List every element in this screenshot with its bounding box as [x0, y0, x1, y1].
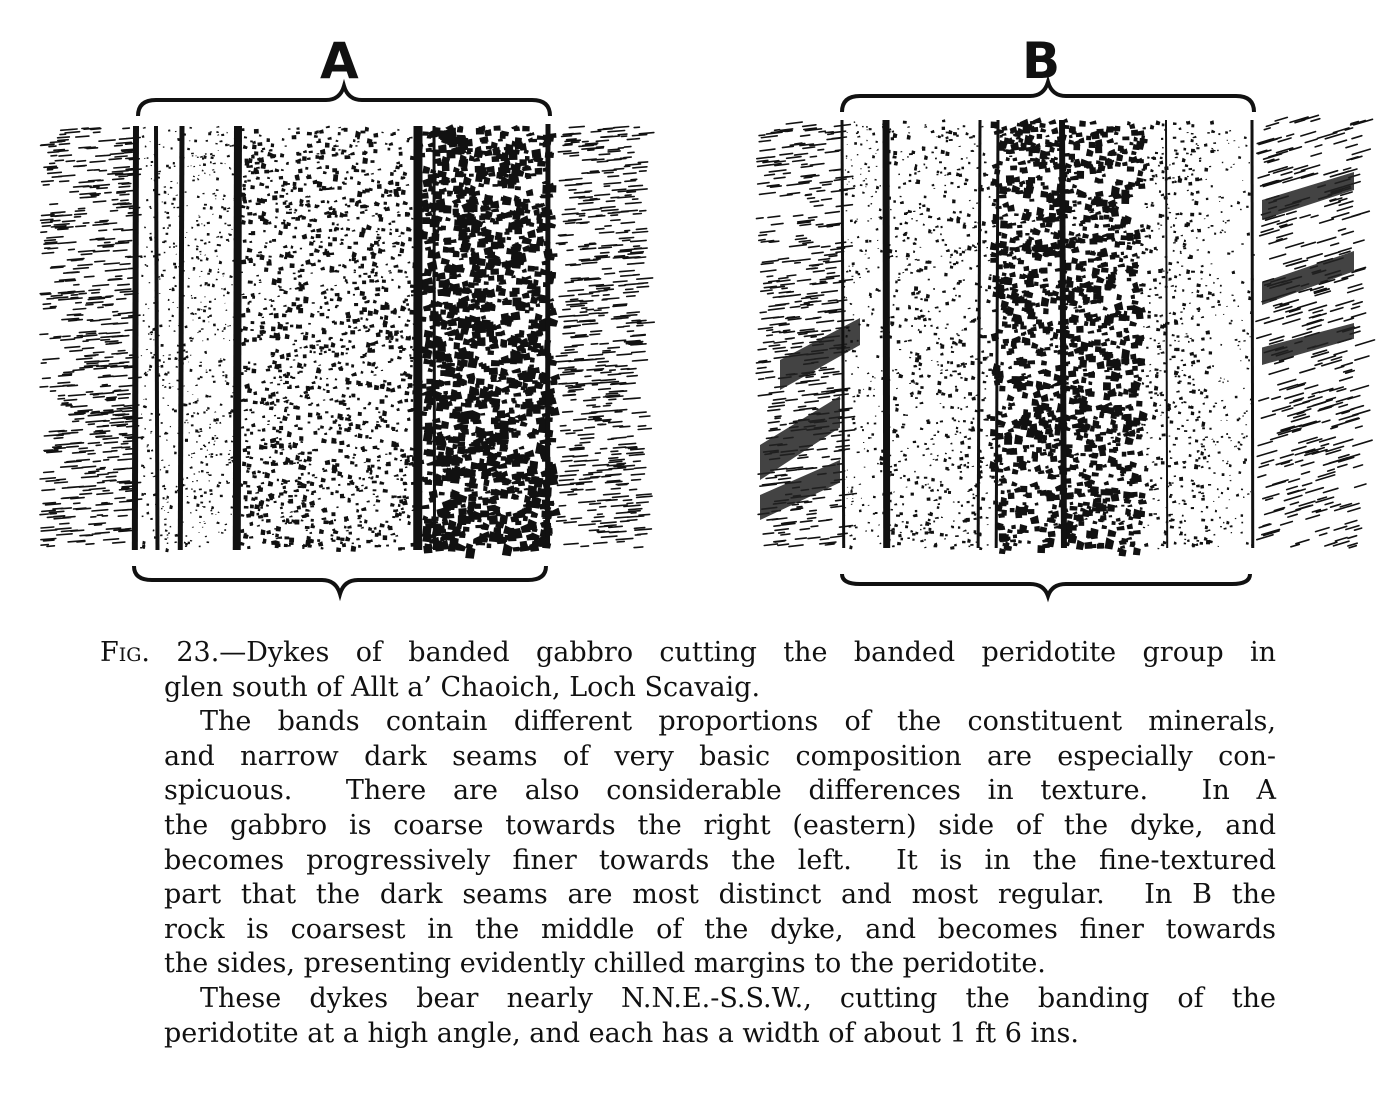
fine-gabbro-right-b	[1140, 120, 1215, 549]
dark-seam-b	[886, 120, 887, 548]
dark-band-b	[1262, 172, 1354, 220]
fine-gabbro-b	[879, 119, 993, 550]
brace-bottom-a	[134, 566, 546, 594]
caption-title-line-1: —Dykes of banded gabbro cutting the banded peridotite group in	[219, 637, 1276, 668]
country-rock-left-a	[40, 128, 144, 547]
dark-seam-b	[978, 120, 980, 548]
country-rock-right-a	[556, 126, 654, 547]
figure-number: Fig. 23.	[100, 637, 220, 668]
dark-seam-b	[996, 120, 998, 548]
para1-line: and narrow dark seams of very basic composition are especially con-	[164, 740, 1276, 772]
para1-line: becomes progressively finer towards the left. It is in the fine-textured	[164, 844, 1276, 876]
brace-bottom-b	[842, 574, 1250, 596]
para1-line: part that the dark seams are most distinct and most regular. In B the	[164, 879, 1276, 911]
caption-paragraph-2	[100, 982, 1276, 1051]
para1-line: The bands contain different proportions of the constituent minerals,	[200, 706, 1276, 738]
para1-line: rock is coarsest in the middle of the dyke, and becomes finer towards	[164, 913, 1276, 945]
panel-label-a: A	[320, 32, 359, 90]
figure-caption	[100, 636, 1276, 1051]
dark-seam-a	[135, 126, 136, 550]
dark-seam-b	[1166, 120, 1167, 548]
dark-band-b	[1262, 251, 1354, 305]
dark-seam-a	[180, 126, 182, 550]
dark-seam-b	[1062, 120, 1064, 548]
chilled-margin-right-b	[1212, 130, 1255, 547]
coarse-gabbro-b	[989, 117, 1148, 556]
coarse-gabbro-a	[420, 124, 561, 559]
para1-line: the sides, presenting evidently chilled margins to the peridotite.	[164, 948, 1046, 980]
dyke-margin-b	[842, 120, 844, 548]
para1-line: the gabbro is coarse towards the right (eastern) side of the dyke, and	[164, 809, 1276, 841]
dark-seam-a	[237, 126, 238, 550]
caption-line-1	[100, 636, 1276, 671]
medium-gabbro-a	[239, 126, 425, 552]
para2-line: These dykes bear nearly N.N.E.-S.S.W., cutting the banding of the	[200, 982, 1276, 1014]
dark-seam-a	[434, 126, 435, 550]
dyke-margin-b	[1252, 120, 1253, 548]
para1-line: spicuous. There are also considerable differences in texture. In A	[164, 775, 1276, 807]
rock-texture	[40, 115, 1375, 559]
panel-label-b: B	[1022, 32, 1061, 90]
brace-top-a	[138, 86, 550, 116]
para2-line: peridotite at a high angle, and each has a width of about 1 ft 6 ins.	[164, 1017, 1079, 1049]
dark-seam-a	[156, 126, 157, 550]
caption-title-line-2: glen south of Allt a’ Chaoich, Loch Scavaig.	[164, 671, 761, 703]
caption-paragraph-1	[100, 705, 1276, 982]
country-rock-right-b	[1256, 115, 1375, 548]
